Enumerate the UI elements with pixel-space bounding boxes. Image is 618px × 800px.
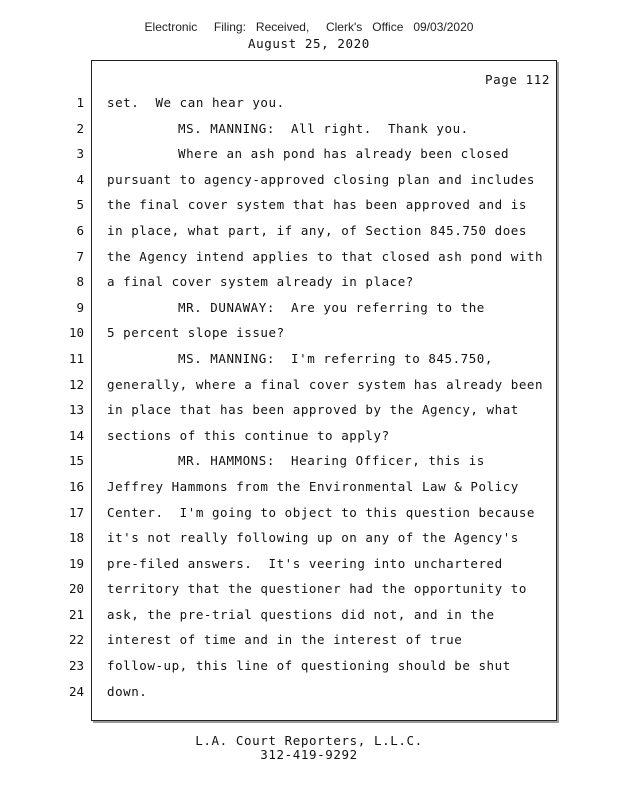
transcript-line: generally, where a final cover system has already been (107, 376, 544, 392)
transcript-line: the Agency intend applies to that closed ash pond with (107, 248, 544, 264)
line-number: 17 (68, 504, 84, 520)
transcript-line: MR. HAMMONS: Hearing Officer, this is (178, 453, 485, 469)
court-reporter-phone: 312-419-9292 (260, 747, 358, 762)
line-number: 11 (68, 350, 84, 366)
deposition-date: August 25, 2020 (248, 36, 370, 51)
line-number: 9 (76, 299, 84, 315)
line-number: 8 (76, 274, 84, 290)
line-number: 20 (68, 581, 84, 597)
transcript-line: Center. I'm going to object to this question because (107, 504, 536, 520)
transcript-line: it's not really following up on any of the Agency's (107, 530, 519, 546)
filing-stamp: Electronic Filing: Received, Clerk's Office 09/03/2020 (144, 20, 474, 34)
line-number: 7 (76, 248, 84, 264)
transcript-line: interest of time and in the interest of true (107, 632, 463, 648)
transcript-line: Where an ash pond has already been closed (178, 146, 510, 162)
transcript-line: in place that has been approved by the Agency, what (107, 402, 519, 418)
transcript-line: a final cover system already in place? (107, 274, 414, 290)
transcript-line: pursuant to agency-approved closing plan and includes (107, 171, 536, 187)
line-number: 4 (76, 171, 84, 187)
line-number: 13 (68, 402, 84, 418)
transcript-line: set. We can hear you. (107, 95, 285, 110)
line-number: 23 (68, 658, 84, 674)
transcript-line: sections of this continue to apply? (107, 427, 390, 443)
transcript-line: ask, the pre-trial questions did not, and in the (107, 606, 495, 622)
line-number: 19 (68, 555, 84, 571)
line-number: 2 (76, 120, 84, 136)
court-reporter-name: L.A. Court Reporters, L.L.C. (195, 733, 423, 748)
line-number: 5 (76, 197, 84, 213)
line-number: 1 (76, 95, 84, 110)
line-number: 10 (68, 325, 84, 341)
line-number: 14 (68, 427, 84, 443)
transcript-line: MS. MANNING: I'm referring to 845.750, (178, 350, 493, 366)
transcript-line: in place, what part, if any, of Section 845.750 does (107, 222, 527, 238)
line-number: 15 (68, 453, 84, 469)
transcript-line: MS. MANNING: All right. Thank you. (178, 120, 469, 136)
transcript-line: down. (107, 683, 148, 699)
line-number: 16 (68, 478, 84, 494)
transcript-line: MR. DUNAWAY: Are you referring to the (178, 299, 485, 315)
transcript-line: the final cover system that has been approved and is (107, 197, 527, 213)
line-number: 21 (68, 606, 84, 622)
transcript-line: Jeffrey Hammons from the Environmental Law & Policy (107, 478, 519, 494)
transcript-line: follow-up, this line of questioning should be shut (107, 658, 511, 674)
transcript-line: 5 percent slope issue? (107, 325, 285, 341)
line-number: 18 (68, 530, 84, 546)
line-number: 24 (68, 683, 84, 699)
line-number: 3 (76, 146, 84, 162)
transcript-text (107, 94, 552, 708)
line-number-column (56, 94, 84, 708)
transcript-line: pre-filed answers. It's veering into unchartered (107, 555, 503, 571)
line-number: 6 (76, 222, 84, 238)
line-number: 22 (68, 632, 84, 648)
line-number: 12 (68, 376, 84, 392)
page-number: Page 112 (484, 72, 550, 87)
transcript-line: territory that the questioner had the opportunity to (107, 581, 527, 597)
